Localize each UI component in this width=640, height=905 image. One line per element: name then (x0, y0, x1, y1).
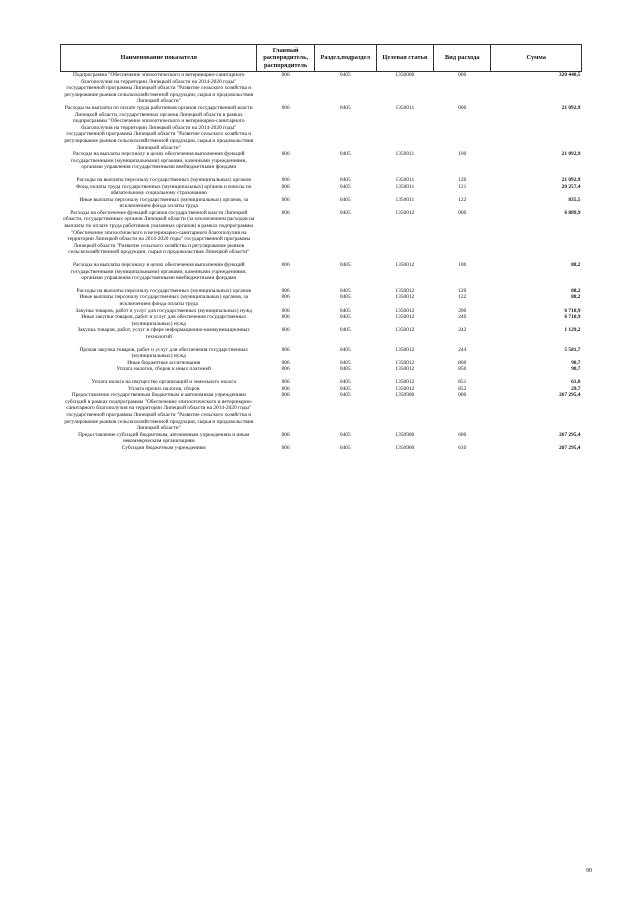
row-sum: 1 129,2 (564, 327, 581, 334)
row-expense-type: 610 (458, 444, 467, 451)
row-sum: 21 092,9 (561, 151, 581, 158)
row-target-article: 1350011 (395, 151, 415, 158)
row-grbs: 006 (281, 262, 290, 269)
row-target-article: 1350900 (395, 431, 415, 438)
row-sum: 20 257,4 (561, 183, 581, 190)
table-row (61, 294, 582, 307)
row-expense-type: 000 (458, 392, 467, 399)
row-razdel: 0405 (339, 307, 351, 314)
row-name: Расходы на выплаты персоналу в целях обеспечения выполнения функций государственными (муниципальными) органами, казенными учреждениями, органами управления государственными внебюджетными фондами (70, 151, 247, 171)
header-name: Наименование показателя (61, 45, 257, 72)
row-grbs: 006 (281, 385, 290, 392)
row-target-article: 1350012 (395, 359, 415, 366)
header-sum: Сумма (491, 45, 582, 72)
row-sum: 267 295,4 (558, 444, 581, 451)
page-number: 90 (586, 868, 592, 874)
row-expense-type: 100 (458, 151, 467, 158)
row-sum: 88,2 (571, 262, 581, 269)
row-sum: 88,2 (571, 287, 581, 294)
row-expense-type: 850 (458, 366, 467, 373)
row-target-article: 1350012 (395, 366, 415, 373)
row-sum: 267 295,4 (558, 392, 581, 399)
row-name: Уплата прочих налогов, сборов (127, 385, 200, 392)
row-target-article: 1350011 (395, 196, 415, 203)
row-name: Закупка товаров, работ, услуг в сфере информационно-коммуникационных технологий (77, 327, 250, 340)
row-name: Расходы на выплаты персоналу государственных (муниципальных) органов (76, 176, 251, 183)
row-grbs: 006 (281, 294, 290, 301)
row-razdel: 0405 (339, 176, 351, 183)
row-expense-type: 200 (458, 307, 467, 314)
row-razdel: 0405 (339, 444, 351, 451)
row-name: Закупка товаров, работ и услуг для государственных (муниципальных) нужд (75, 307, 252, 314)
table-row (61, 184, 582, 197)
row-target-article: 1350900 (395, 444, 415, 451)
table-row (61, 177, 582, 184)
row-expense-type: 122 (458, 196, 467, 203)
row-grbs: 006 (281, 431, 290, 438)
row-name: Расходы на обеспечение функций органов государственной власти Липецкой области, государственных органов Липецкой области (за исключением расходов на выплаты по оплате труда работников указанных органов) в рамках подпрограммы "Обеспечение эпизоотического и ветеринарно-санитарного благополучия на территории Липецкой области на 2014-2020 годы" государственной программы Липецкой области "Развитие сельского хозяйства и регулирование рынков сельскохозяйственной продукции, сырья и продовольствия Липецкой области" (63, 209, 255, 256)
row-sum: 88,2 (571, 294, 581, 301)
table-row (61, 392, 582, 432)
row-sum: 5 581,7 (564, 346, 581, 353)
row-name: Иные выплаты персоналу государственных (муниципальных) органов, за исключением фонда оплаты труда (79, 294, 249, 307)
row-target-article: 1350012 (395, 307, 415, 314)
row-target-article: 1350011 (395, 183, 415, 190)
row-grbs: 006 (281, 392, 290, 399)
table-row (61, 347, 582, 360)
row-target-article: 1350900 (395, 392, 415, 399)
row-expense-type: 240 (458, 314, 467, 321)
row-razdel: 0405 (339, 392, 351, 399)
row-grbs: 006 (281, 346, 290, 353)
row-name: Фонд оплаты труда государственных (муниципальных) органов и взносы по обязательному социальному страхованию (76, 183, 252, 197)
row-razdel: 0405 (339, 346, 351, 353)
budget-table (60, 44, 582, 451)
row-grbs: 006 (281, 287, 290, 294)
row-target-article: 1350012 (395, 262, 415, 269)
table-row (61, 379, 582, 386)
row-name: Прочая закупка товаров, работ и услуг для обеспечения государственных (муниципальных) нужд (79, 346, 248, 360)
row-sum: 267 295,4 (558, 431, 581, 438)
row-razdel: 0405 (339, 431, 351, 438)
row-expense-type: 100 (458, 262, 467, 269)
row-razdel: 0405 (339, 385, 351, 392)
row-razdel: 0405 (339, 366, 351, 373)
row-expense-type: 120 (458, 287, 467, 294)
row-target-article: 1350012 (395, 346, 415, 353)
row-razdel: 0405 (339, 327, 351, 334)
row-target-article: 1350011 (395, 104, 415, 111)
table-row (61, 262, 582, 282)
row-target-article: 1350012 (395, 385, 415, 392)
row-target-article: 1350012 (395, 294, 415, 301)
row-razdel: 0405 (339, 72, 351, 78)
row-sum: 90,7 (571, 359, 581, 366)
row-expense-type: 000 (458, 104, 467, 111)
table-row (61, 314, 582, 327)
row-grbs: 006 (281, 366, 290, 373)
table-row (61, 366, 582, 373)
row-razdel: 0405 (339, 209, 351, 216)
row-target-article: 1350012 (395, 209, 415, 216)
table-row (61, 210, 582, 256)
row-expense-type: 242 (458, 327, 467, 334)
table-row (61, 197, 582, 210)
row-sum: 6 710,9 (564, 307, 581, 314)
row-name: Иные выплаты персоналу государственных (муниципальных) органов, за исключением фонда оплаты труда (79, 196, 249, 210)
row-target-article: 1350011 (395, 176, 415, 183)
table-row (61, 72, 582, 105)
row-target-article: 1350012 (395, 314, 415, 321)
row-razdel: 0405 (339, 287, 351, 294)
header-target-article: Целевая статья (376, 45, 433, 72)
row-expense-type: 122 (458, 294, 467, 301)
row-sum: 90,7 (571, 366, 581, 373)
row-expense-type: 120 (458, 176, 467, 183)
row-razdel: 0405 (339, 104, 351, 111)
row-expense-type: 121 (458, 183, 467, 190)
row-name: Иные закупки товаров, работ и услуг для обеспечения государственных (муниципальных) нужд (81, 314, 247, 327)
table-header (61, 45, 582, 72)
row-target-article: 1350000 (395, 72, 415, 78)
table-row (61, 105, 582, 151)
row-name: Уплата налогов, сборов и иных платежей (116, 366, 211, 373)
row-grbs: 006 (281, 176, 290, 183)
row-grbs: 006 (281, 444, 290, 451)
row-grbs: 006 (281, 183, 290, 190)
row-grbs: 006 (281, 72, 290, 78)
table-row (61, 432, 582, 445)
row-name: Иные бюджетные ассигнования (127, 359, 201, 366)
row-expense-type: 244 (458, 346, 467, 353)
table-body (61, 72, 582, 452)
row-grbs: 006 (281, 307, 290, 314)
row-grbs: 006 (281, 104, 290, 111)
row-razdel: 0405 (339, 183, 351, 190)
row-sum: 6 710,9 (564, 314, 581, 321)
row-name: Предоставление субсидий бюджетным, автономным учреждениям и иным некоммерческим организациям (78, 431, 250, 445)
row-name: Предоставление государственным бюджетным и автономным учреждениям субсидий в рамках подпрограммы "Обеспечение эпизоотического и ветеринарно-санитарного благополучия на территории Липецкой области на 2014-2020 годы" государственной программы Липецкой области "Развитие сельского хозяйства и регулирование рынков сельскохозяйственной продукции, сырья и продовольствия Липецкой области" (64, 392, 254, 432)
row-expense-type: 851 (458, 378, 467, 385)
row-sum: 6 889,9 (564, 209, 581, 216)
row-grbs: 006 (281, 196, 290, 203)
row-expense-type: 800 (458, 359, 467, 366)
row-razdel: 0405 (339, 359, 351, 366)
row-razdel: 0405 (339, 294, 351, 301)
row-expense-type: 000 (458, 209, 467, 216)
table-row (61, 151, 582, 171)
row-expense-type: 000 (458, 72, 467, 78)
row-sum: 835,5 (568, 196, 581, 203)
row-razdel: 0405 (339, 378, 351, 385)
row-expense-type: 600 (458, 431, 467, 438)
row-grbs: 006 (281, 314, 290, 321)
row-target-article: 1350012 (395, 287, 415, 294)
row-grbs: 006 (281, 378, 290, 385)
row-sum: 29,7 (571, 385, 581, 392)
table-row (61, 327, 582, 340)
row-sum: 320 440,5 (558, 72, 581, 78)
row-name: Расходы на выплаты персоналу в целях обеспечения выполнения функций государственными (муниципальными) органами, казенными учреждениями, органами управления государственными внебюджетными фондами (70, 262, 247, 282)
row-name: Субсидии бюджетным учреждениям (121, 444, 206, 451)
row-razdel: 0405 (339, 314, 351, 321)
header-expense-type: Вид расхода (434, 45, 491, 72)
row-name: Уплата налога на имущество организаций и земельного налога (91, 378, 237, 385)
row-razdel: 0405 (339, 151, 351, 158)
row-sum: 61,0 (571, 378, 581, 385)
header-grbs: Главный распорядитель, распорядитель (257, 45, 314, 72)
row-expense-type: 852 (458, 385, 467, 392)
row-name: Подпрограмма "Обеспечение эпизоотического и ветеринарно-санитарного благополучия на территории Липецкой области на 2014-2020 годы" государственной программы Липецкой области "Развитие сельского хозяйства и регулирование рынков сельскохозяйственной продукции, сырья и продовольствия Липецкой области" (64, 72, 254, 105)
row-target-article: 1350012 (395, 378, 415, 385)
row-razdel: 0405 (339, 196, 351, 203)
header-razdel: Раздел,подраздел (314, 45, 376, 72)
row-name: Расходы на выплаты персоналу государственных (муниципальных) органов (76, 287, 251, 294)
row-razdel: 0405 (339, 262, 351, 269)
row-grbs: 006 (281, 359, 290, 366)
row-grbs: 006 (281, 209, 290, 216)
row-sum: 21 092,9 (561, 176, 581, 183)
table-row (61, 445, 582, 452)
row-grbs: 006 (281, 327, 290, 334)
row-grbs: 006 (281, 151, 290, 158)
row-sum: 21 092,9 (561, 104, 581, 111)
row-name: Расходы на выплаты по оплате труда работников органов государственной власти Липецкой области, государственных органов Липецкой области в рамках подпрограммы "Обеспечение эпизоотического и ветеринарно-санитарного благополучия на территории Липецкой области на 2014-2020 годы" государственной программы Липецкой области "Развитие сельского хозяйства и регулирование рынков сельскохозяйственной продукции, сырья и продовольствия Липецкой области" (64, 104, 254, 151)
row-target-article: 1350012 (395, 327, 415, 334)
